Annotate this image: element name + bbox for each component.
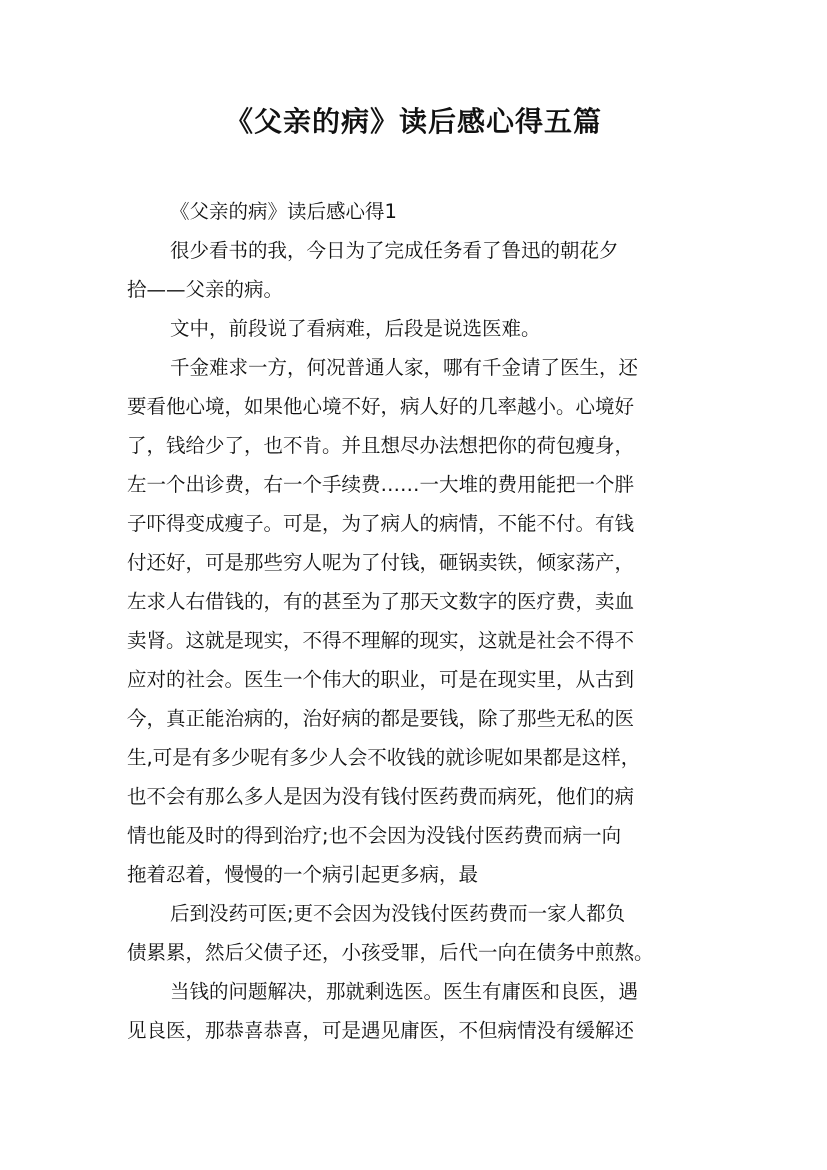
subheading-line: 《父亲的病》读后感心得1 <box>170 200 397 223</box>
body-line: 后到没药可医;更不会因为没钱付医药费而一家人都负 <box>170 902 626 925</box>
body-line: 拖着忍着，慢慢的一个病引起更多病，最 <box>127 863 479 886</box>
body-line: 拾——父亲的病。 <box>127 278 284 301</box>
body-line: 卖肾。这就是现实，不得不理解的现实，这就是社会不得不 <box>127 629 635 652</box>
body-line: 应对的社会。医生一个伟大的职业，可是在现实里，从古到 <box>127 668 635 691</box>
body-line: 左一个出诊费，右一个手续费……一大堆的费用能把一个胖 <box>127 473 635 496</box>
body-line: 文中，前段说了看病难，后段是说选医难。 <box>170 317 541 340</box>
body-line: 见良医，那恭喜恭喜，可是遇见庸医，不但病情没有缓解还 <box>127 1019 635 1042</box>
body-line: 了，钱给少了，也不肯。并且想尽办法想把你的荷包瘦身， <box>127 434 635 457</box>
body-line: 生,可是有多少呢有多少人会不收钱的就诊呢如果都是这样， <box>127 746 641 769</box>
body-line: 也不会有那么多人是因为没有钱付医药费而病死，他们的病 <box>127 785 635 808</box>
body-line: 付还好，可是那些穷人呢为了付钱，砸锅卖铁，倾家荡产， <box>127 551 635 574</box>
document-title: 《父亲的病》读后感心得五篇 <box>224 105 602 138</box>
body-line: 情也能及时的得到治疗;也不会因为没钱付医药费而病一向 <box>127 824 622 847</box>
body-line: 千金难求一方，何况普通人家，哪有千金请了医生，还 <box>170 356 639 379</box>
body-line: 债累累，然后父债子还，小孩受罪，后代一向在债务中煎熬。 <box>127 941 654 964</box>
body-line: 很少看书的我，今日为了完成任务看了鲁迅的朝花夕 <box>170 239 619 262</box>
body-line: 左求人右借钱的，有的甚至为了那天文数字的医疗费，卖血 <box>127 590 635 613</box>
body-line: 当钱的问题解决，那就剩选医。医生有庸医和良医，遇 <box>170 980 639 1003</box>
body-line: 要看他心境，如果他心境不好，病人好的几率越小。心境好 <box>127 395 635 418</box>
body-line: 今，真正能治病的，治好病的都是要钱，除了那些无私的医 <box>127 707 635 730</box>
body-line: 子吓得变成瘦子。可是，为了病人的病情，不能不付。有钱 <box>127 512 635 535</box>
